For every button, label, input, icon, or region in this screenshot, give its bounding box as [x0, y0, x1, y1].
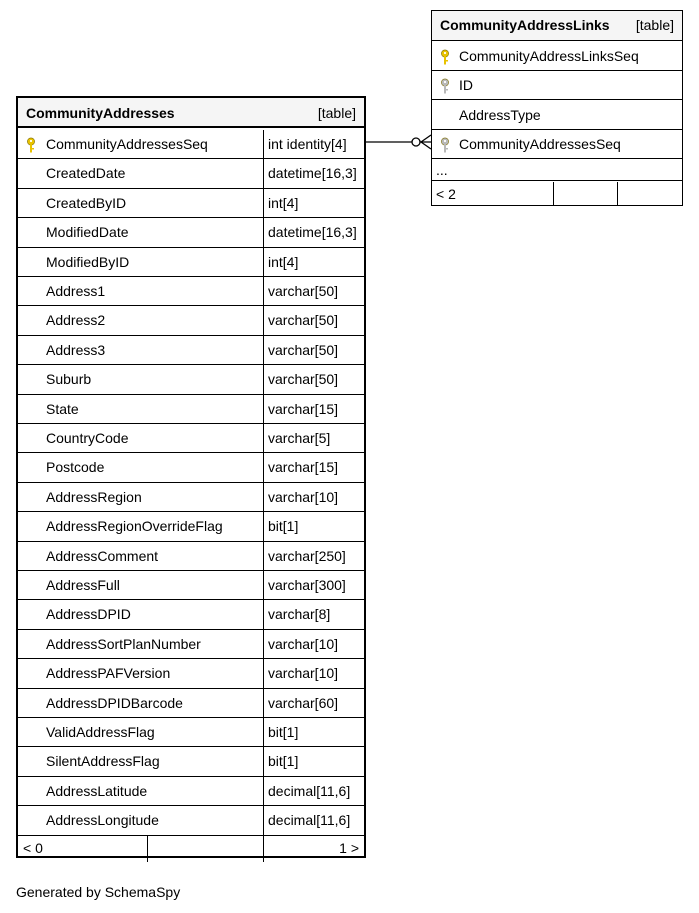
- column-type: varchar[50]: [268, 371, 339, 388]
- column-row[interactable]: [18, 718, 364, 747]
- column-name: CommunityAddressesSeq: [459, 135, 621, 152]
- column-type: varchar[50]: [268, 283, 339, 299]
- column-row[interactable]: [18, 659, 364, 688]
- column-row[interactable]: [18, 806, 364, 835]
- column-type: varchar[250]: [268, 547, 346, 564]
- column-type: decimal[11,6]: [268, 812, 351, 829]
- column-row[interactable]: [18, 130, 364, 159]
- column-name: CommunityAddressLinksSeq: [459, 48, 639, 64]
- column-name-cell: [18, 248, 264, 276]
- column-type-cell: [264, 747, 364, 775]
- column-name: Address2: [46, 312, 106, 329]
- column-name: CommunityAddressesSeq: [46, 136, 208, 152]
- column-row[interactable]: [18, 453, 364, 482]
- column-name: ValidAddressFlag: [46, 724, 155, 740]
- table-header[interactable]: [18, 98, 364, 128]
- column-row[interactable]: [432, 42, 682, 71]
- column-name: AddressSortPlanNumber: [46, 635, 201, 652]
- column-type: varchar[8]: [268, 606, 331, 623]
- table-footer: [432, 182, 682, 206]
- table-footer: [18, 836, 364, 862]
- column-type-cell: [264, 542, 364, 570]
- column-name-cell: [18, 483, 264, 511]
- column-type: varchar[50]: [268, 312, 339, 329]
- column-type: varchar[15]: [268, 459, 339, 476]
- column-name: AddressLongitude: [46, 812, 159, 829]
- column-row[interactable]: [18, 630, 364, 659]
- table-kind-label: [table]: [317, 105, 356, 121]
- column-type-cell: [264, 659, 364, 687]
- column-row[interactable]: [432, 130, 682, 159]
- column-name: Address3: [46, 341, 106, 358]
- column-name: AddressFull: [46, 577, 120, 593]
- relationship-optional-marker: [412, 138, 420, 146]
- column-row[interactable]: [18, 689, 364, 718]
- parents-count-cell[interactable]: [18, 836, 148, 862]
- column-type: int[4]: [268, 253, 299, 270]
- column-type: bit[1]: [268, 724, 299, 740]
- column-name-cell: [18, 689, 264, 717]
- column-type: datetime[16,3]: [268, 224, 357, 241]
- column-type-cell: [264, 600, 364, 628]
- column-name-cell: [18, 600, 264, 628]
- column-type: datetime[16,3]: [268, 165, 357, 182]
- column-name-cell: [18, 395, 264, 423]
- column-type: varchar[10]: [268, 665, 339, 682]
- column-type-cell: [264, 424, 364, 452]
- footer-spacer-cell: [554, 182, 618, 206]
- column-type-cell: [264, 806, 364, 834]
- column-type: varchar[300]: [268, 577, 346, 593]
- column-type: bit[1]: [268, 753, 299, 770]
- column-name-cell: [18, 424, 264, 452]
- column-type-cell: [264, 218, 364, 246]
- column-name: CreatedDate: [46, 165, 126, 182]
- column-type-cell: [264, 130, 364, 158]
- parents-count: < 2: [436, 186, 456, 203]
- column-row[interactable]: [18, 600, 364, 629]
- column-name: AddressDPIDBarcode: [46, 694, 183, 711]
- column-name: ModifiedDate: [46, 224, 129, 241]
- table-name: CommunityAddressLinks: [440, 17, 610, 33]
- column-name-cell: [18, 659, 264, 687]
- column-name: AddressDPID: [46, 606, 131, 623]
- column-row[interactable]: [18, 512, 364, 541]
- column-name: AddressType: [459, 106, 541, 123]
- column-name-cell: [18, 159, 264, 187]
- column-name-cell: [18, 130, 264, 158]
- primary-key-icon: [440, 49, 450, 65]
- column-name: AddressComment: [46, 547, 159, 564]
- column-type-cell: [264, 630, 364, 658]
- column-row[interactable]: [18, 747, 364, 776]
- table-header[interactable]: [432, 11, 682, 41]
- column-row[interactable]: [18, 248, 364, 277]
- column-name: Address1: [46, 283, 106, 299]
- column-type: varchar[15]: [268, 400, 339, 417]
- column-type-cell: [264, 365, 364, 393]
- column-name: Postcode: [46, 459, 105, 476]
- column-type-cell: [264, 453, 364, 481]
- relationship-crowfoot-upper: [421, 135, 431, 142]
- column-name: AddressRegion: [46, 488, 142, 505]
- column-name-cell: [18, 453, 264, 481]
- column-name-cell: [432, 130, 682, 158]
- column-name: ID: [459, 77, 473, 94]
- column-row[interactable]: [18, 483, 364, 512]
- primary-key-icon: [26, 137, 36, 153]
- column-row[interactable]: [18, 306, 364, 335]
- column-type: varchar[10]: [268, 488, 339, 505]
- column-name: CountryCode: [46, 430, 129, 446]
- column-name: AddressPAFVersion: [46, 665, 171, 682]
- column-name: Suburb: [46, 371, 92, 388]
- column-name-cell: [18, 747, 264, 775]
- column-row[interactable]: [18, 218, 364, 247]
- column-row[interactable]: [18, 777, 364, 806]
- column-name: ModifiedByID: [46, 253, 130, 270]
- column-type-cell: [264, 277, 364, 305]
- column-type-cell: [264, 336, 364, 364]
- column-name-cell: [18, 630, 264, 658]
- column-name-cell: [18, 512, 264, 540]
- column-type: int[4]: [268, 194, 299, 211]
- column-name: SilentAddressFlag: [46, 753, 160, 770]
- column-name-cell: [18, 777, 264, 805]
- column-row[interactable]: [18, 277, 364, 306]
- parents-count-cell[interactable]: [432, 182, 554, 206]
- column-type-cell: [264, 248, 364, 276]
- column-name-cell: [432, 42, 682, 70]
- column-name: CreatedByID: [46, 194, 127, 211]
- column-name-cell: [18, 189, 264, 217]
- column-name-cell: [18, 571, 264, 599]
- column-row[interactable]: [18, 189, 364, 218]
- column-type-cell: [264, 512, 364, 540]
- column-type: varchar[5]: [268, 430, 331, 446]
- column-type-cell: [264, 306, 364, 334]
- children-count-cell[interactable]: [618, 182, 682, 206]
- column-type: int identity[4]: [268, 136, 347, 152]
- column-name-cell: [18, 718, 264, 746]
- column-name: AddressLatitude: [46, 782, 148, 799]
- children-count: 1 >: [339, 839, 359, 856]
- column-name: State: [46, 400, 79, 417]
- relationship-crowfoot-lower: [421, 142, 431, 149]
- generated-by-note: Generated by SchemaSpy: [16, 884, 181, 900]
- column-row[interactable]: [432, 71, 682, 100]
- column-type-cell: [264, 777, 364, 805]
- foreign-key-icon: [440, 78, 450, 94]
- column-name-cell: [18, 306, 264, 334]
- column-type: decimal[11,6]: [268, 782, 351, 799]
- column-type-cell: [264, 483, 364, 511]
- more-columns-ellipsis: ...: [436, 162, 448, 179]
- column-row[interactable]: [432, 101, 682, 130]
- column-row[interactable]: [18, 159, 364, 188]
- column-name-cell: [18, 277, 264, 305]
- column-row[interactable]: [18, 424, 364, 453]
- column-name-cell: [18, 542, 264, 570]
- column-type-cell: [264, 571, 364, 599]
- column-name-cell: [18, 365, 264, 393]
- column-name-cell: [18, 336, 264, 364]
- column-type: varchar[60]: [268, 694, 339, 711]
- column-row[interactable]: [18, 336, 364, 365]
- column-row[interactable]: [18, 571, 364, 600]
- foreign-key-icon: [440, 137, 450, 153]
- column-type: varchar[50]: [268, 341, 339, 358]
- more-columns-row: [432, 159, 682, 181]
- column-row[interactable]: [18, 395, 364, 424]
- column-type-cell: [264, 718, 364, 746]
- column-type-cell: [264, 395, 364, 423]
- table-community-address-links[interactable]: [431, 10, 683, 206]
- table-name: CommunityAddresses: [26, 105, 175, 121]
- parents-count: < 0: [23, 839, 43, 856]
- column-name-cell: [432, 71, 682, 99]
- table-community-addresses[interactable]: [16, 96, 366, 858]
- column-type-cell: [264, 689, 364, 717]
- children-count-cell[interactable]: [264, 836, 364, 862]
- column-name-cell: [18, 218, 264, 246]
- column-row[interactable]: [18, 542, 364, 571]
- column-row[interactable]: [18, 365, 364, 394]
- column-type-cell: [264, 159, 364, 187]
- table-kind-label: [table]: [635, 17, 674, 33]
- column-name-cell: [432, 101, 682, 129]
- column-name-cell: [18, 806, 264, 834]
- footer-spacer-cell: [148, 836, 264, 862]
- column-name: AddressRegionOverrideFlag: [46, 518, 223, 535]
- column-type-cell: [264, 189, 364, 217]
- column-type: varchar[10]: [268, 635, 339, 652]
- column-type: bit[1]: [268, 518, 299, 535]
